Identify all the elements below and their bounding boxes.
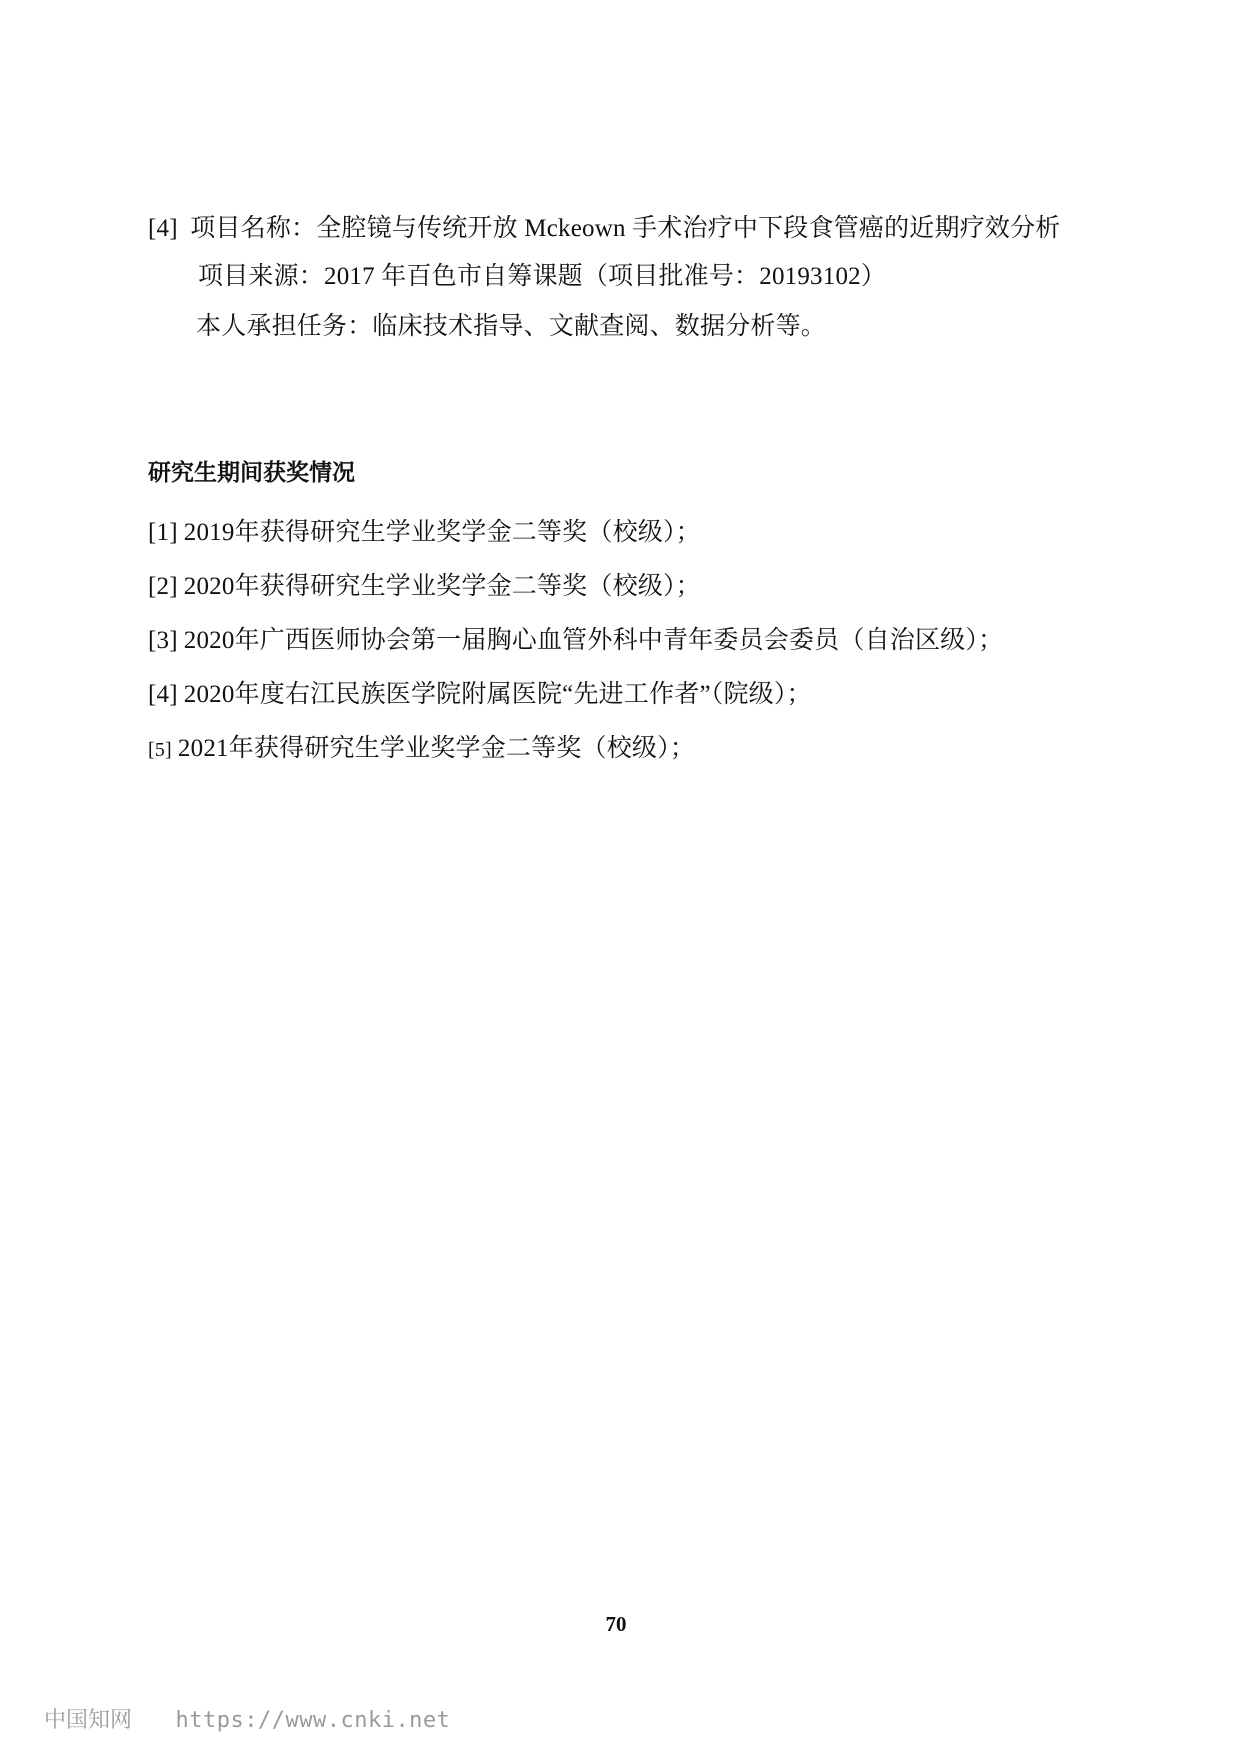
project-task-line: 本人承担任务：临床技术指导、文献查阅、数据分析等。 (196, 313, 827, 340)
award-item (148, 570, 701, 604)
page-number: 70 (605, 1612, 627, 1636)
award-text: 2020年广西医师协会第一届胸心血管外科中青年委员会委员（自治区级）； (183, 627, 1004, 654)
award-label: [2] (148, 573, 178, 600)
award-label: [5] (148, 739, 172, 761)
award-text: 2020年获得研究生学业奖学金二等奖（校级）； (183, 573, 701, 600)
watermark-site-name: 中国知网 (44, 1708, 133, 1733)
award-label: [3] (148, 627, 178, 654)
award-label: [1] (148, 519, 178, 546)
project-name-line (148, 212, 1061, 246)
project-source-line: 项目来源：2017 年百色市自筹课题（项目批准号：20193102） (198, 263, 887, 290)
award-item (148, 732, 695, 767)
award-item (148, 624, 1003, 658)
award-item (148, 516, 701, 550)
watermark-url: https://www.cnki.net (175, 1708, 451, 1733)
source-watermark (44, 1706, 450, 1735)
awards-heading: 研究生期间获奖情况 (148, 460, 355, 486)
award-text: 2020年度右江民族医学院附属医院“先进工作者”（院级）； (183, 681, 812, 708)
award-text: 2019年获得研究生学业奖学金二等奖（校级）； (183, 519, 701, 546)
project-name: 项目名称：全腔镜与传统开放 Mckeown 手术治疗中下段食管癌的近期疗效分析 (190, 215, 1061, 242)
award-text: 2021年获得研究生学业奖学金二等奖（校级）； (177, 735, 696, 762)
award-label: [4] (148, 681, 178, 708)
award-item (148, 678, 812, 712)
project-label: [4] (148, 215, 178, 242)
